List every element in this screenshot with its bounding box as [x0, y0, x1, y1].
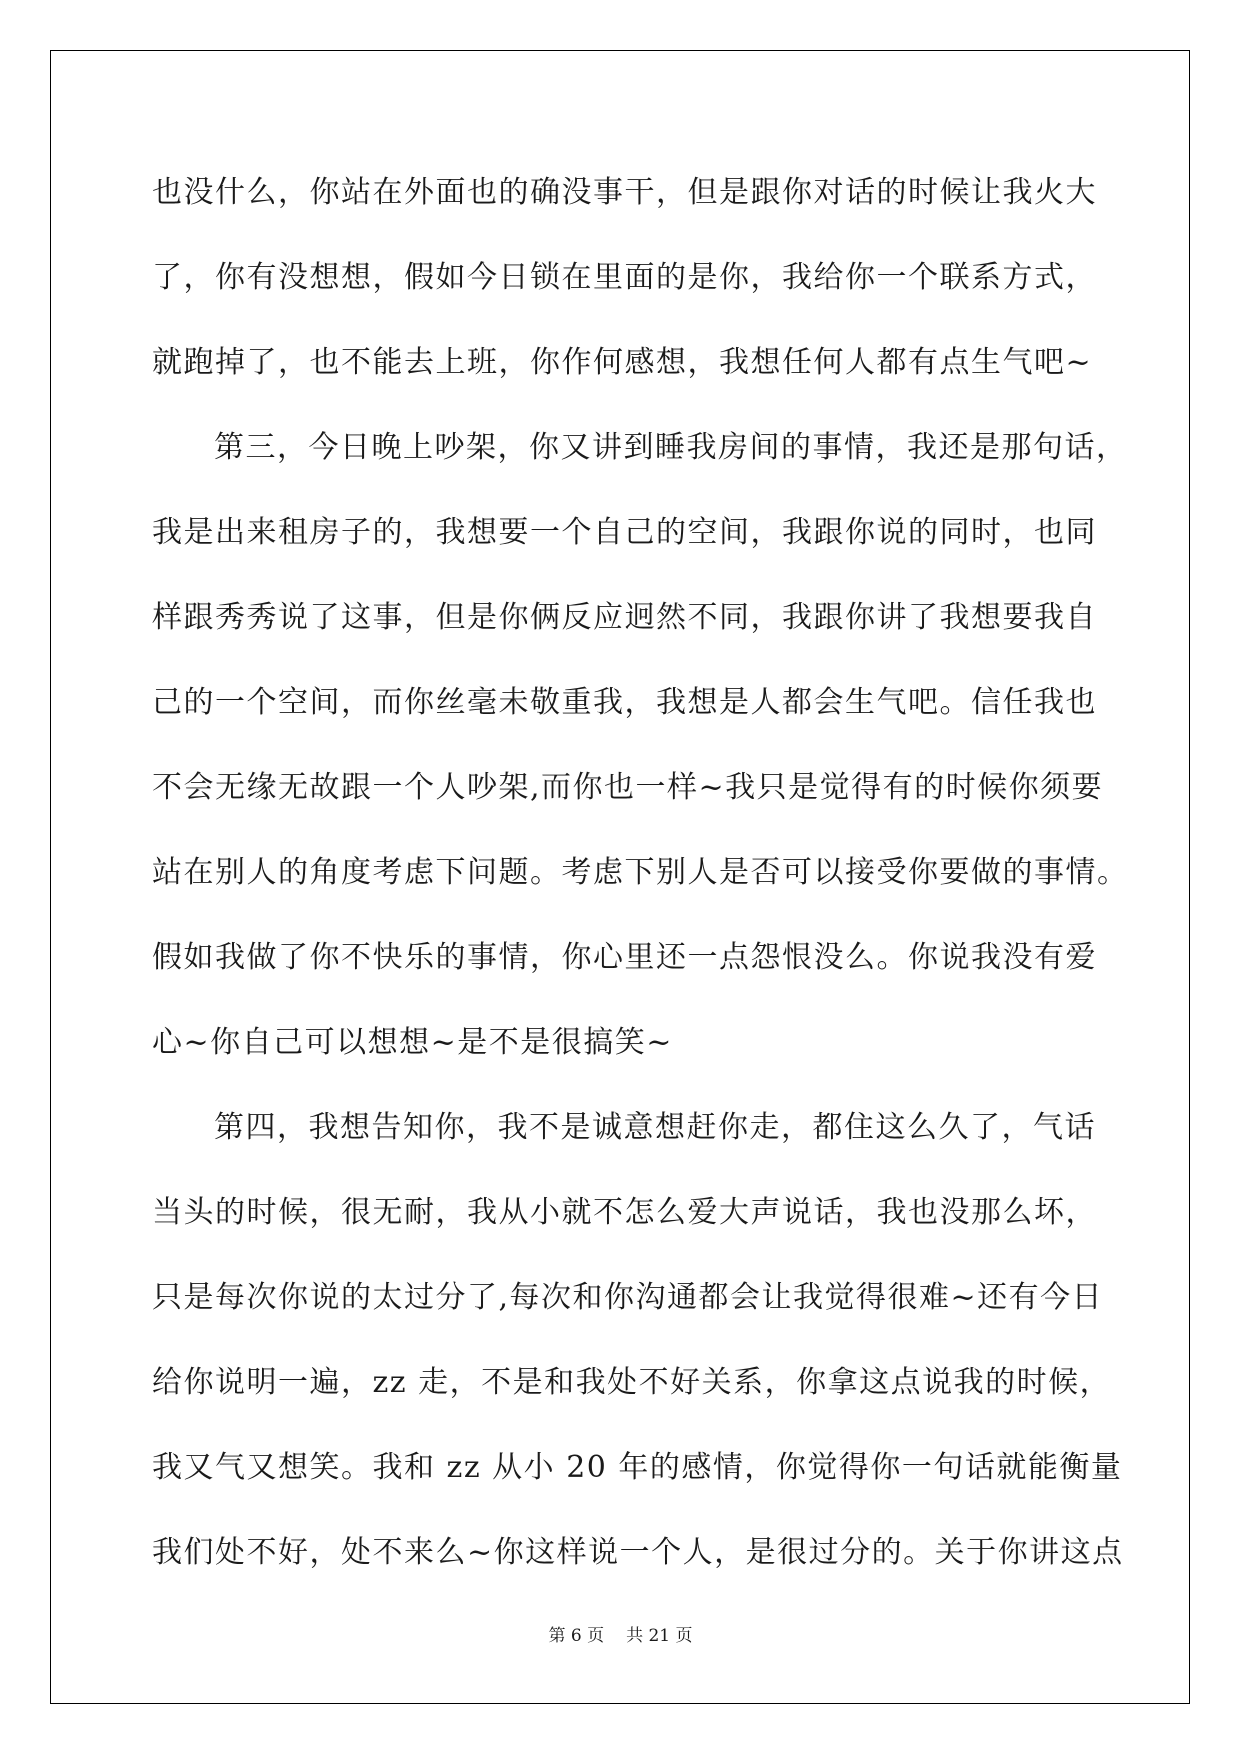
text-line: 给你说明一遍，zz 走，不是和我处不好关系，你拿这点说我的时候，	[152, 1365, 1112, 1400]
text-line: 当头的时候，很无耐，我从小就不怎么爱大声说话，我也没那么坏，	[152, 1195, 1097, 1230]
text-line: 站在别人的角度考虑下问题。考虑下别人是否可以接受你要做的事情。	[152, 855, 1129, 890]
text-line: 第四，我想告知你，我不是诚意想赶你走，都住这么久了，气话	[214, 1110, 1096, 1145]
text-line: 己的一个空间，而你丝毫未敬重我，我想是人都会生气吧。信任我也	[152, 685, 1097, 720]
text-line: 第三，今日晚上吵架，你又讲到睡我房间的事情，我还是那句话，	[214, 430, 1128, 465]
text-line: 只是每次你说的太过分了,每次和你沟通都会让我觉得很难~还有今日	[152, 1280, 1104, 1315]
text-line: 我们处不好，处不来么~你这样说一个人，是很过分的。关于你讲这点	[152, 1535, 1124, 1570]
text-line: 我是出来租房子的，我想要一个自己的空间，我跟你说的同时，也同	[152, 515, 1097, 550]
page-number: 第 6 页	[548, 1626, 605, 1646]
paragraph-1	[152, 159, 1097, 414]
page-footer	[0, 1625, 1241, 1647]
paragraph-2	[152, 414, 1129, 1094]
paragraph-3	[152, 1094, 1124, 1604]
document-body	[152, 159, 1129, 1604]
text-line: 假如我做了你不快乐的事情，你心里还一点怨恨没么。你说我没有爱	[152, 940, 1097, 975]
text-line: 样跟秀秀说了这事，但是你俩反应迥然不同，我跟你讲了我想要我自	[152, 600, 1097, 635]
text-line: 不会无缘无故跟一个人吵架,而你也一样~我只是觉得有的时候你须要	[152, 770, 1104, 805]
text-line: 我又气又想笑。我和 zz 从小 20 年的感情，你觉得你一句话就能衡量	[152, 1450, 1123, 1485]
text-line: 了，你有没想想，假如今日锁在里面的是你，我给你一个联系方式，	[152, 260, 1097, 295]
text-line: 就跑掉了，也不能去上班，你作何感想，我想任何人都有点生气吧~	[152, 345, 1093, 380]
text-line: 也没什么，你站在外面也的确没事干，但是跟你对话的时候让我火大	[152, 175, 1097, 210]
page-total: 共 21 页	[626, 1626, 693, 1646]
text-line: 心~你自己可以想想~是不是很搞笑~	[152, 1025, 673, 1060]
